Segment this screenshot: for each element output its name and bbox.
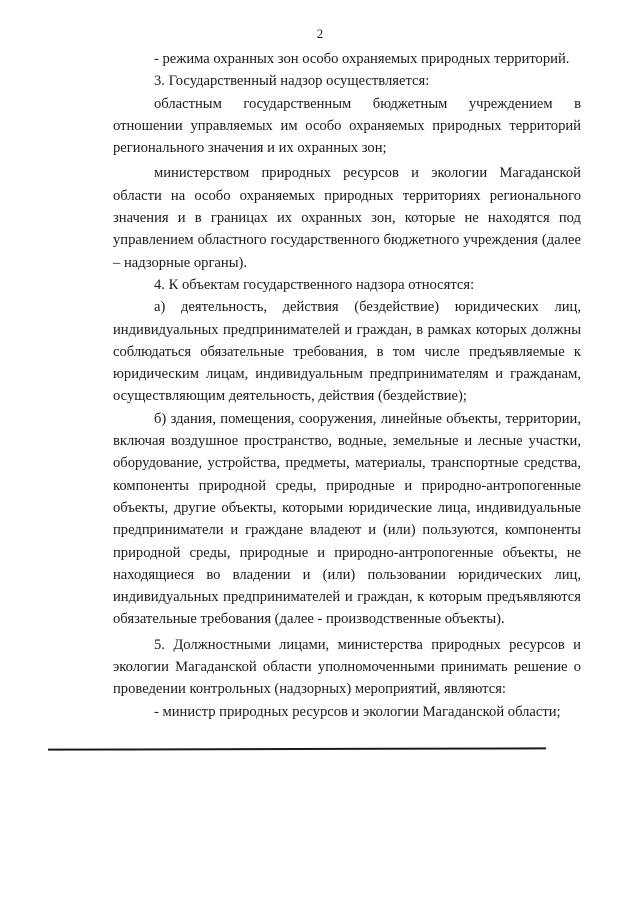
paragraph-item-a: а) деятельность, действия (бездействие) юридических лиц, индивидуальных предпринимателей и граждан, в рамках которых должны соблюдаться обязательные требования, в том числе предъявляемые к юридическим лицам, индивидуальным предпринимателям и гражданам, осуществляющим деятельность, действия (бездействие);	[113, 299, 581, 405]
document-body	[113, 48, 581, 723]
paragraph-budget-institution: областным государственным бюджетным учреждением в отношении управляемых им особо охраняемых природных территорий регионального значения и их охранных зон;	[113, 95, 581, 157]
paragraph-protected-zones-regime: - режима охранных зон особо охраняемых природных территорий.	[154, 51, 570, 67]
paragraph-item-b: б) здания, помещения, сооружения, линейные объекты, территории, включая воздушное пространство, водные, земельные и лесные участки, оборудование, устройства, предметы, материалы, транспортные средства, компоненты природной среды, природные и природно-антропогенные объекты, другие объекты, которыми юридические лица, индивидуальные предприниматели и граждане владеют и (или) пользуются, компоненты природной среды, природные и природно-антропогенные объекты, не находящиеся во владении и (или) пользовании юридических лиц, индивидуальных предпринимателей и граждан, к которым предъявляются обязательные требования (далее - производственные объекты).	[113, 410, 581, 628]
page-number: 2	[316, 26, 324, 41]
paragraph-officials: 5. Должностными лицами, министерства природных ресурсов и экологии Магаданской области уполномоченными принимать решение о проведении контрольных (надзорных) мероприятий, являются:	[113, 636, 581, 698]
paragraph-supervision-objects: 4. К объектам государственного надзора относятся:	[154, 276, 475, 293]
paragraph-minister: - министр природных ресурсов и экологии Магаданской области;	[154, 703, 561, 720]
footer-divider-line	[48, 747, 546, 750]
paragraph-supervision-performed: 3. Государственный надзор осуществляется:	[154, 73, 430, 90]
paragraph-ministry: министерством природных ресурсов и экологии Магаданской области на особо охраняемых природных территориях регионального значения и в границах их охранных зон, которые не находятся под управлением областного государственного бюджетного учреждения (далее – надзорные органы).	[113, 165, 581, 271]
